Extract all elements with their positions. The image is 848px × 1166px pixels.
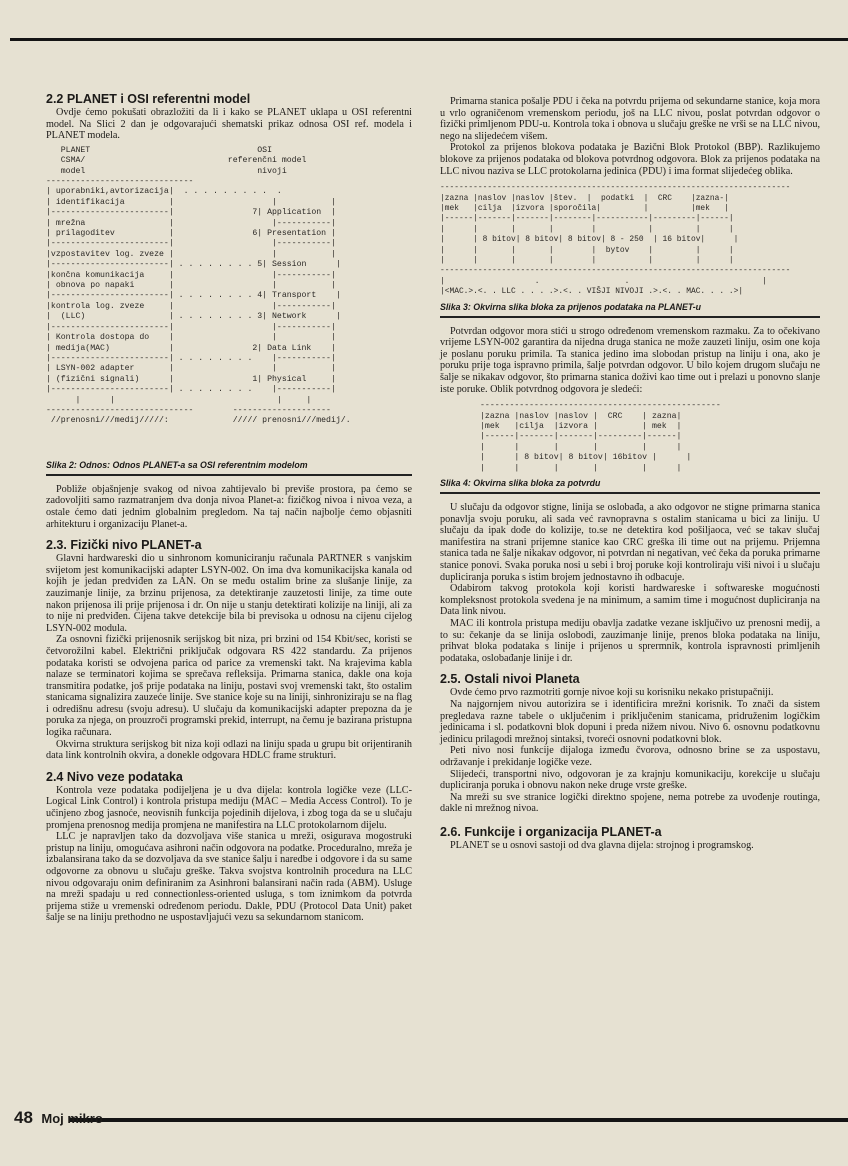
section-2-4-title: 2.4 Nivo veze podataka [46, 769, 183, 784]
right-paragraph-4: U slučaju da odgovor stigne, linija se oslobađa, a ako odgovor ne stigne primarna stanica ponavlja svoju poruku, ali sada već ravnopravna s ostalim stanicama u bici za liniju. U slučaju da ipak dođe do kolizije, to.se ne detektira kod pošiljaoca, već se takav slučaj manifestira na strani prijemne stanice kao CRC greška ili time out na prijemu. Prijemna stanica tada ne šalje nikakav odgovor, ni potvrdan ni negativan, već čeka da poruka primarne stanice ponovi. Svaka poruka nosi u sebi i broj poruke koji kontroliraju viši nivoi i u slučaju dupliciranja poruka s istim brojem jednostavno ih odbacuje. [440, 502, 820, 583]
figure-4-rule [440, 492, 820, 494]
magazine-name: Moj mikro [41, 1111, 103, 1126]
section-2-5-paragraph-5: Na mreži su sve stranice logički direktno spojene, nema potrebe za uvođenje routinga, dakle ni mrežnog nivoa. [440, 791, 820, 815]
figure-3-diagram: -------------------------------------------------------------------------- |zazna |naslov |naslov |štev. | podatki | CRC |zazna-| |mek |cilja |izvora |sporočila| | |mek | |------|-------|-------|--------|-----------|---------|------| | | | | | | | | | | 8 bitov| 8 bitov| 8 bitov| 8 - 250 | 16 bitov| | | | | | | bytov | | | | | | | | | | | -------------------------------------------------------------------------- | . . | |<MAC.>.<. . LLC . . . .>.<. . VIŠJI NIVOJI .>.<. . MAC. . . .>| [440, 183, 791, 297]
section-2-6-title: 2.6. Funkcije i organizacija PLANET-a [440, 824, 662, 839]
page-footer [14, 1108, 103, 1128]
section-2-4-paragraph-2: LLC je napravljen tako da dozvoljava više stanica u mreži, osigurava mogostruki pristup na liniju, omogućava asihroni način odgovora na podatke. Proceduralno, mreža je izbalansirana tako da se dozvoljava da sve stanice šalju i naredbe i odgovore i da su same odgovorne za obnovu u slučaju greške. Takva svojstva kontrolnih procedura na LLC nivou odgovaraju onim definiranim za Asinhroni balansirani način rada (ABM). Usluge na mreži spadaju u red connectionless-oriented usluga, s tom iznimkom da potvrda prijema stiže u vremenski određenom periodu. Dakle, PDU (Protocol Data Unit) paket šalje se na liniju prethodno ne uspostavljajući vezu sa sekundarnom stanicom. [46, 831, 412, 924]
section-2-3-paragraph-2: Za osnovni fizički prijenosnik serijskog bit niza, pri brzini od 154 Kbit/sec, koristi se četvorožilni kabel. Električni priključak odgovara RS 422 standardu. Za prijenos podataka koristi se odvojena parica od parice za vremenski takt. Na krajevima kabla nalaze se terminatori kojima se sprečava refleksija. Primarna stanica, dakle ona koja transmitira podatke, još prije podataka na liniju, postavi svoj vremenski takt, što ostalim stanicama signalizira zauzeće linije. Sve stanice koje su na liniji, sinhroniziraju se na flag i odredišnu adresu (svoju adresu). U slučaju da komunikacijski adapter prepozna da je poruka za njega, on prouzroči programski prekid, interrupt, na čemu je bazirana pristupna logika računara. [46, 634, 412, 739]
section-2-2-title: 2.2 PLANET i OSI referentni model [46, 92, 251, 106]
page-number: 48 [14, 1108, 33, 1127]
section-2-6-paragraph-1: PLANET se u osnovi sastoji od dva glavna dijela: strojnog i programskog. [450, 839, 754, 851]
section-2-3-paragraph-3: Okvirna struktura serijskog bit niza koji odlazi na liniju spada u grupu bit orijentiranih data link kontrolnih okvira, a donekle odgovara HDLC frame strukturi. [46, 738, 412, 762]
right-paragraph-2: Protokol za prijenos blokova podataka je Bazični Blok Protokol (BBP). Razlikujemo blokove za prijenos podataka od blokova potvrdnog odgovora. Blok za prijenos podataka na LLC nivou naziva se LLC protokolarna jedinica (PDU) i ima format slijedećeg oblika. [440, 142, 820, 177]
section-2-5-paragraph-4: Slijedeći, transportni nivo, odgovoran je za krajnju komunikaciju, korekcije u slučaju dupliciranja poruka i obnovu nakon neke druge vrste greške. [440, 768, 820, 792]
figure-2-rule [46, 474, 412, 476]
section-2-5-paragraph-1: Ovde ćemo prvo razmotriti gornje nivoe koji su korisniku nekako pristupačniji. [450, 687, 774, 699]
section-2-5-title: 2.5. Ostali nivoi Planeta [440, 672, 580, 687]
left-column [46, 92, 412, 924]
section-2-4-paragraph-1: Kontrola veze podataka podijeljena je u dva dijela: kontrola logičke veze (LLC-Logical Link Control) i kontrola pristupa mediju (MAC – Media Access Control). To je učinjeno zbog jasnoće, neovisnih funkcija pojedinih dijelova, i zbog toga da se u slučaju promjena prenosnog medija promjena ne manifestira na LLC protokolarnom dijelu. [46, 784, 412, 831]
figure-4-caption: Slika 4: Okvirna slika bloka za potvrdu [440, 478, 601, 489]
section-2-5-paragraph-3: Peti nivo nosi funkcije dijaloga između čvorova, odnosno brine se za uspostavu, održavanje i prekidanje logičke veze. [440, 745, 820, 768]
figure-2-caption: Slika 2: Odnos: Odnos PLANET-a sa OSI referentnim modelom [46, 459, 308, 470]
figure-3-caption: Slika 3: Okvirna slika bloka za prijenos podataka na PLANET-u [440, 301, 702, 312]
figure-3-rule [440, 316, 820, 318]
section-2-2-paragraph: Ovdje ćemo pokušati obrazložiti da li i kako se PLANET uklapa u OSI referentni model. Na Slici 2 dan je odgovarajući shematski prikaz odnosa OSI ref. modela i PLANET modela. [46, 107, 412, 142]
right-paragraph-3: Potvrdan odgovor mora stići u strogo određenom vremenskom razmaku. Za to očekivano vrijeme LSYN-002 garantira da nijedna druga stanica ne može zauzeti liniju, osim one koja je poslanu poruku primila. Ta stanica jedino ima slobodan pristup na liniju i ona, ako je poruku prije toga ispravno primila, šalje potvrdan odgovor. U bilo kojem drugom slučaju ne šalje se nikakav odgovor, što primarna stanica doživi kao time out i prelazi u ponovno slanje iste poruke. Oblik potvrdnog odgovora je sledeći: [440, 325, 820, 395]
right-paragraph-6: MAC ili kontrola pristupa mediju obavlja zadatke vezane isključivo uz prenosni medij, a to su: čekanje da se linija oslobodi, zauzimanje linije, prenos bloka podataka na liniju, prihvat bloka podataka s linije i prijenos u sprermnik, kontrola ispravnosti primljenih podataka, oslobađanje linije i dr. [440, 617, 820, 664]
bottom-rule [70, 1118, 848, 1122]
right-paragraph-1: Primarna stanica pošalje PDU i čeka na potvrdu prijema od sekundarne stanice, koja mora u vrlo ograničenom vremenskom periodu, još na LLC nivou, poslat potvrdan odgovor o fizički primljenom PDU-u. Kontrola toka i obnova u slučaju greške ne vrši se na LLC nivou, nego na slijedećem višem. [440, 96, 820, 142]
section-2-3-title: 2.3. Fizički nivo PLANET-a [46, 538, 202, 553]
section-2-3-paragraph-1: Glavni hardwareski dio u sinhronom komuniciranju računala PARTNER s vanjskim svijetom jest komunikacijski adapter LSYN-002. On ima dva komunikacijska kanala od kojih je jedan predviđen za LAN. On se među ostalim brine za slušanje linije, za zauzimanje linije, za brzinu prijenosa, za detektiranje zauzetosti linije, za time oute nakon prijenosa ili prije prijenosa i dr. On nije u stanju detektirati kolizije na liniji, ali za to nije ni predviđen. Cijena takve detekcije bila bi previsoka u odnosu na cijenu cijelog LSYN-002 modula. [46, 553, 412, 634]
figure-2-diagram: PLANET OSI CSMA/ referenčni model model nivoji ------------------------------ | uporabniki,avtorizacija| . . . . . . . . . . | identifikacija | | | |------------------------| 7| Application | | mrežna | |-----------| | prilagoditev | 6| Presentation | |------------------------| |-----------| |vzpostavitev log. zveze | | | |------------------------| . . . . . . . . 5| Session | |končna komunikacija | |-----------| | obnova po napaki | | | |------------------------| . . . . . . . . 4| Transport | |kontrola log. zveze | |-----------| | (LLC) | . . . . . . . . 3| Network | |------------------------| |-----------| | Kontrola dostopa do | | | | medija(MAC) | 2| Data Link | |------------------------| . . . . . . . . |-----------| | LSYN-002 adapter | | | | (fizični signali) | 1| Physical | |------------------------| . . . . . . . . |-----------| | | | | ------------------------------ -------------------- //prenosni///medij/////: ///// prenosni///medij/. [46, 145, 351, 426]
section-2-5-paragraph-2: Na najgornjem nivou autorizira se i identificira mrežni korisnik. To znači da sistem pregledava razne tabele o uključenim i priključenim stanicama, pridruženim logičkim jedinicama i sl. podatkovni blok dopuni i preda nižem nivou. Nivo 6. osnovnu podatkovnu jedinicu prilagodi mrežnoj sintaksi, tvoreći osnovni podatkovni blok. [440, 698, 820, 745]
right-column [440, 96, 820, 851]
section-2-2-paragraph-2: Pobliže objašnjenje svakog od nivoa zahtijevalo bi previše prostora, pa ćemo se zadovoljiti samo razmatranjem dva donja nivoa Planet-a: fizičkog nivoa i nivoa veza, a ostale ćemo dati jednim globalnim pregledom. Na taj način najbolje ćemo objasniti arhitekturu i organizaciju Planet-a. [46, 483, 412, 530]
top-rule [10, 38, 848, 41]
figure-4-diagram: ------------------------------------------------- |zazna |naslov |naslov | CRC | zazna| |mek |cilja |izvora | | mek | |------|-------|-------|---------|------| | | | | | | | | 8 bitov| 8 bitov| 16bitov | | | | | | | | [480, 401, 721, 473]
right-paragraph-5: Odabirom takvog protokola koji koristi hardwareske i softwareske mogućnosti kompleksnost protokola svedena je na minimum, a samim time i mogućnost dupliciranja na Data link nivou. [440, 583, 820, 618]
